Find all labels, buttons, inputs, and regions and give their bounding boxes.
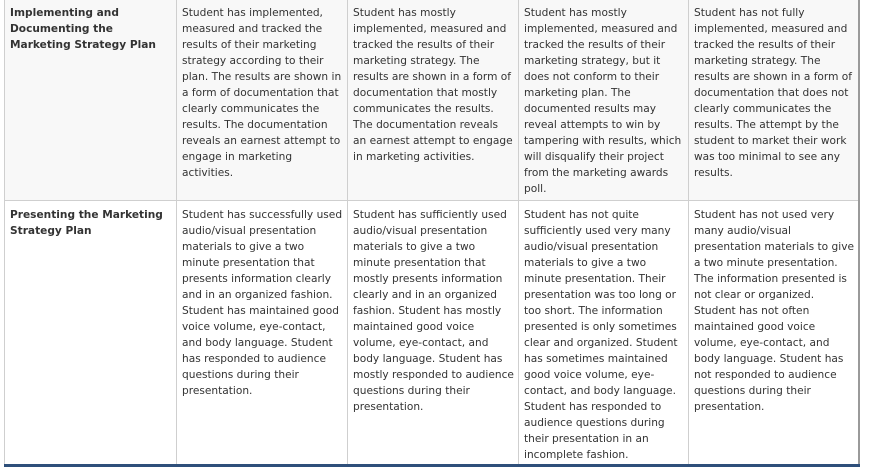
rubric-table bbox=[4, 0, 859, 467]
level-cell: Student has implemented, measured and tracked the results of their marketing strategy according to their plan. The results are shown in a form of documentation that clearly communicates the results. The documentation reveals an earnest attempt to engage in marketing activities. bbox=[177, 0, 348, 201]
level-cell: Student has sufficiently used audio/visual presentation materials to give a two minute presentation that mostly presents information clearly and in an organized fashion. Student has mostly maintained good voice volume, eye-contact, and body language. Student has mostly responded to audience questions during their presentation. bbox=[348, 201, 519, 467]
level-cell: Student has mostly implemented, measured and tracked the results of their marketing strategy. The results are shown in a form of documentation that mostly communicates the results. The documentation reveals an earnest attempt to engage in marketing activities. bbox=[348, 0, 519, 201]
level-cell: Student has successfully used audio/visual presentation materials to give a two minute presentation that presents information clearly and in an organized fashion. Student has maintained good voice volume, eye-contact, and body language. Student has responded to audience questions during their presentation. bbox=[177, 201, 348, 467]
criterion-cell: Presenting the Marketing Strategy Plan bbox=[5, 201, 177, 467]
level-cell: Student has not quite sufficiently used very many audio/visual presentation materials to give a two minute presentation. Their presentation was too long or too short. The information presented is only sometimes clear and organized. Student has sometimes maintained good voice volume, eye-contact, and body language. Student has responded to audience questions during their presentation in an incomplete fashion. bbox=[519, 201, 689, 467]
frame-right-border bbox=[858, 0, 860, 467]
level-cell: Student has not fully implemented, measured and tracked the results of their marketing strategy. The results are shown in a form of documentation that does not clearly communicates the results. The attempt by the student to market their work was too minimal to see any results. bbox=[689, 0, 859, 201]
level-cell: Student has mostly implemented, measured and tracked the results of their marketing strategy, but it does not conform to their marketing plan. The documented results may reveal attempts to win by tampering with results, which will disqualify their project from the marketing awards poll. bbox=[519, 0, 689, 201]
level-cell: Student has not used very many audio/visual presentation materials to give a two minute presentation. The information presented is not clear or organized. Student has not often maintained good voice volume, eye-contact, and body language. Student has not responded to audience questions during their presentation. bbox=[689, 201, 859, 467]
table-row bbox=[5, 201, 859, 467]
criterion-cell: Implementing and Documenting the Marketing Strategy Plan bbox=[5, 0, 177, 201]
table-row bbox=[5, 0, 859, 201]
